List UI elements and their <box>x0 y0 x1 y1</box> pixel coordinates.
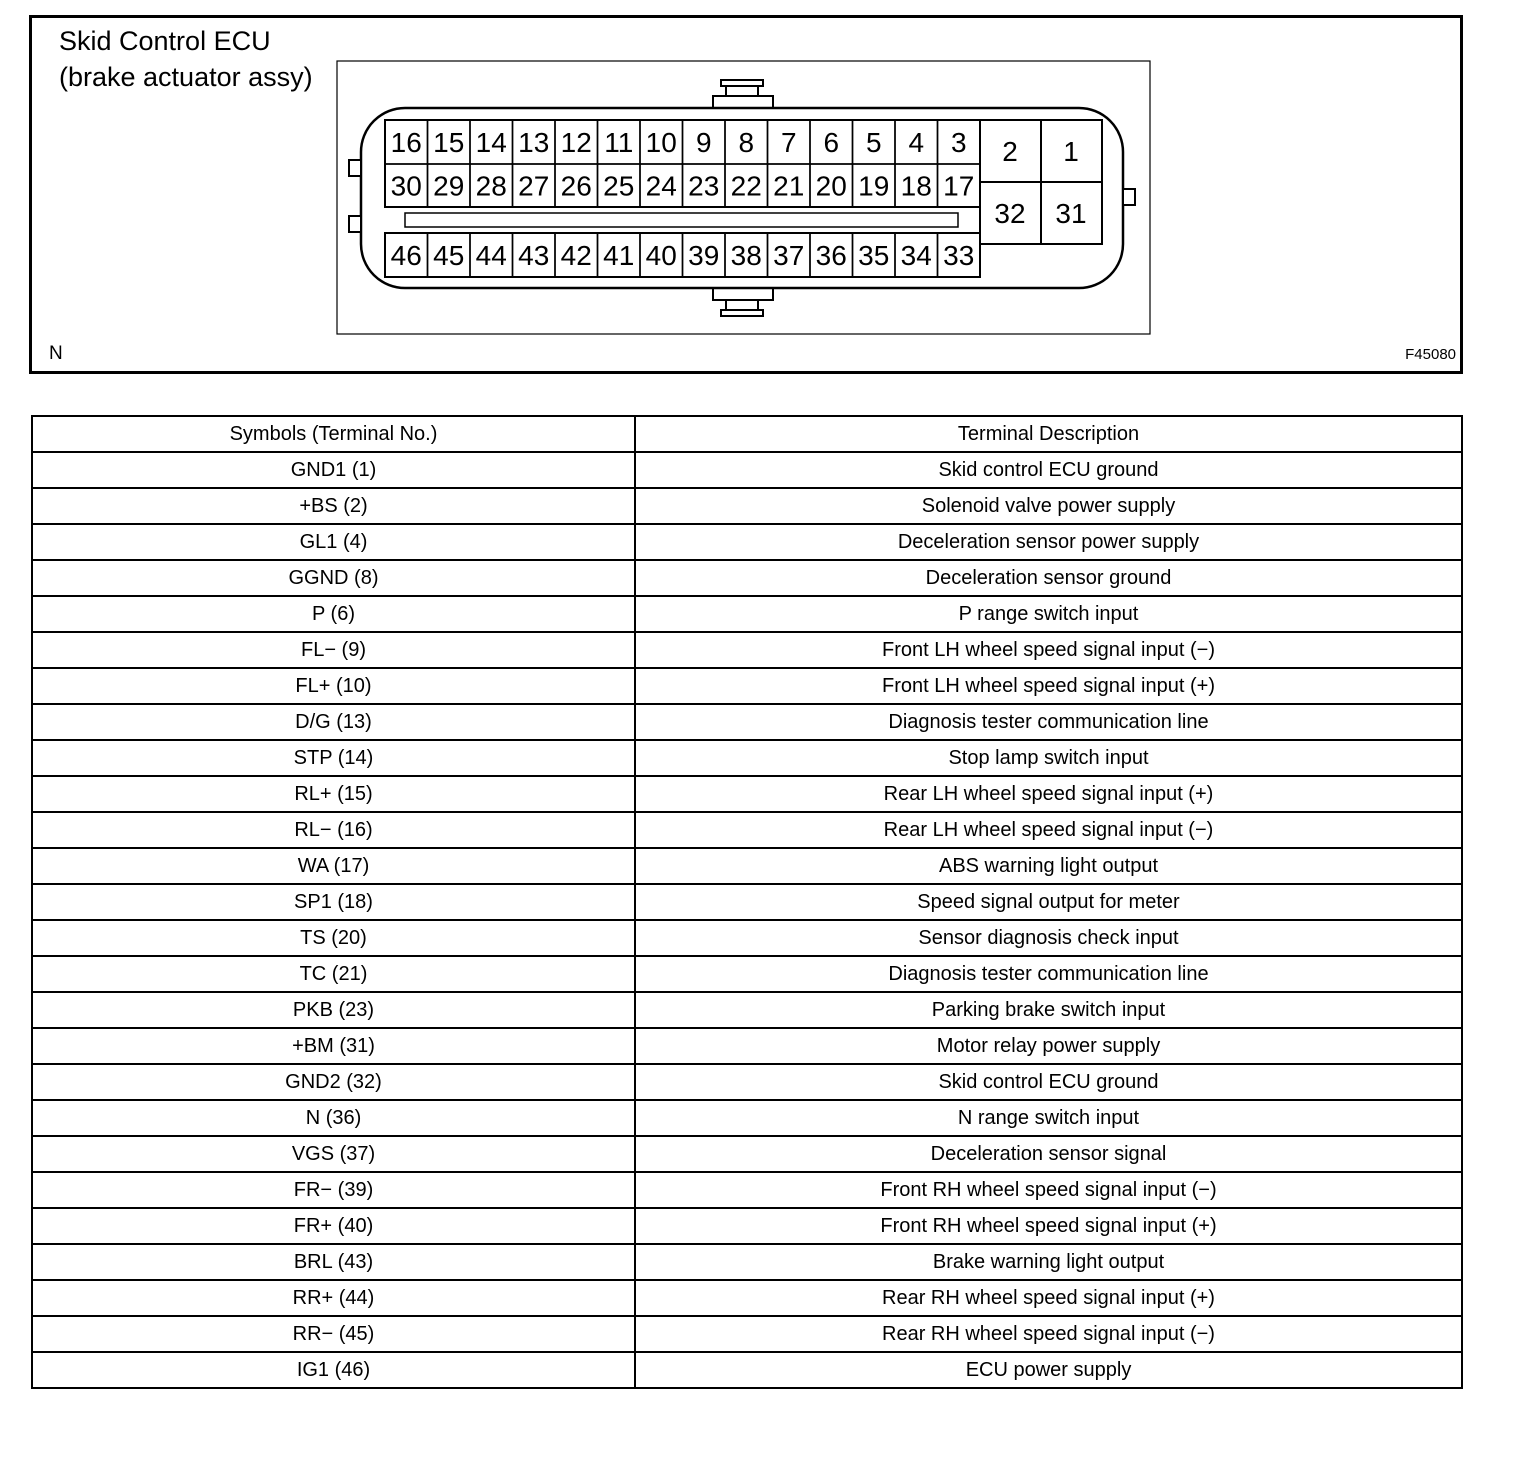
terminal-description: Front RH wheel speed signal input (+) <box>635 1208 1462 1244</box>
table-header-row <box>32 416 1462 452</box>
pin-number: 42 <box>560 240 592 271</box>
terminal-symbol: +BM (31) <box>32 1028 635 1064</box>
table-row <box>32 1136 1462 1172</box>
table-row <box>32 1208 1462 1244</box>
terminal-description: Front LH wheel speed signal input (−) <box>635 632 1462 668</box>
terminal-symbol: STP (14) <box>32 740 635 776</box>
terminal-description: Front LH wheel speed signal input (+) <box>635 668 1462 704</box>
terminal-symbol: GL1 (4) <box>32 524 635 560</box>
terminal-symbol: TS (20) <box>32 920 635 956</box>
terminal-symbol: +BS (2) <box>32 488 635 524</box>
pin-number: 9 <box>695 127 712 158</box>
pin-number: 24 <box>645 170 677 202</box>
terminal-symbol: N (36) <box>32 1100 635 1136</box>
terminal-symbol: FR+ (40) <box>32 1208 635 1244</box>
table-row <box>32 1064 1462 1100</box>
pin-number: 15 <box>433 127 465 158</box>
table-row <box>32 632 1462 668</box>
pin-number: 6 <box>823 127 840 158</box>
table-row <box>32 848 1462 884</box>
table-row <box>32 452 1462 488</box>
terminal-symbol: RL+ (15) <box>32 776 635 812</box>
header-description: Terminal Description <box>635 416 1462 452</box>
terminal-symbol: IG1 (46) <box>32 1352 635 1388</box>
pin-number: 36 <box>815 240 847 271</box>
terminal-description: Rear LH wheel speed signal input (−) <box>635 812 1462 848</box>
pin-number: 35 <box>858 240 890 271</box>
pin-number: 21 <box>773 170 805 202</box>
table-row <box>32 884 1462 920</box>
terminal-symbol: GGND (8) <box>32 560 635 596</box>
table-row <box>32 812 1462 848</box>
table-row <box>32 704 1462 740</box>
table-row <box>32 1172 1462 1208</box>
terminal-symbol: WA (17) <box>32 848 635 884</box>
terminal-description: Stop lamp switch input <box>635 740 1462 776</box>
terminal-description: Rear LH wheel speed signal input (+) <box>635 776 1462 812</box>
pin-number: 25 <box>603 170 635 202</box>
terminal-symbol: P (6) <box>32 596 635 632</box>
pin-number: 23 <box>688 170 720 202</box>
big-pin-number: 32 <box>994 198 1026 229</box>
pin-number: 13 <box>518 127 550 158</box>
terminal-symbol: RL− (16) <box>32 812 635 848</box>
terminal-description: Solenoid valve power supply <box>635 488 1462 524</box>
pin-number: 27 <box>518 170 550 202</box>
pin-number: 26 <box>560 170 592 202</box>
table-row <box>32 524 1462 560</box>
pin-number: 20 <box>815 170 847 202</box>
pin-number: 7 <box>780 127 797 158</box>
terminal-description: Diagnosis tester communication line <box>635 956 1462 992</box>
terminal-symbol: TC (21) <box>32 956 635 992</box>
diagram-title-line2: (brake actuator assy) <box>59 62 313 92</box>
pin-number: 3 <box>950 127 967 158</box>
connector-drawing <box>32 18 1460 371</box>
pin-number: 41 <box>603 240 635 271</box>
big-pin-number: 2 <box>1002 136 1018 167</box>
table-row <box>32 1244 1462 1280</box>
left-tab-upper <box>349 160 361 176</box>
pin-number: 18 <box>900 170 932 202</box>
terminal-symbol: D/G (13) <box>32 704 635 740</box>
table-row <box>32 1028 1462 1064</box>
pin-number: 40 <box>645 240 677 271</box>
pin-number: 30 <box>390 170 422 202</box>
pin-number: 5 <box>865 127 882 158</box>
table-row <box>32 560 1462 596</box>
pin-number: 4 <box>908 127 925 158</box>
right-tab <box>1123 189 1135 205</box>
terminal-symbol: SP1 (18) <box>32 884 635 920</box>
pin-number: 37 <box>773 240 805 271</box>
pin-number: 11 <box>604 127 634 158</box>
terminal-symbol: BRL (43) <box>32 1244 635 1280</box>
left-tab-lower <box>349 216 361 232</box>
pin-number: 33 <box>943 240 975 271</box>
terminal-description: ECU power supply <box>635 1352 1462 1388</box>
table-row <box>32 596 1462 632</box>
table-row <box>32 992 1462 1028</box>
pin-number: 43 <box>518 240 550 271</box>
terminal-symbol: RR+ (44) <box>32 1280 635 1316</box>
table-row <box>32 488 1462 524</box>
terminal-symbol: RR− (45) <box>32 1316 635 1352</box>
slot-bar <box>405 213 958 227</box>
terminal-description: Diagnosis tester communication line <box>635 704 1462 740</box>
terminal-description: Parking brake switch input <box>635 992 1462 1028</box>
terminal-description: Deceleration sensor power supply <box>635 524 1462 560</box>
terminal-description: ABS warning light output <box>635 848 1462 884</box>
pin-number: 28 <box>475 170 507 202</box>
terminal-description: Skid control ECU ground <box>635 1064 1462 1100</box>
corner-label: N <box>49 343 63 364</box>
terminal-table <box>31 415 1463 1389</box>
table-row <box>32 740 1462 776</box>
terminal-description: Speed signal output for meter <box>635 884 1462 920</box>
pin-number: 38 <box>730 240 762 271</box>
terminal-symbol: PKB (23) <box>32 992 635 1028</box>
bottom-latch <box>713 288 773 316</box>
pin-number: 39 <box>688 240 720 271</box>
terminal-description: Front RH wheel speed signal input (−) <box>635 1172 1462 1208</box>
big-pin-number: 1 <box>1063 136 1079 167</box>
pin-number: 46 <box>390 240 422 271</box>
pin-number: 29 <box>433 170 465 202</box>
table-row <box>32 1100 1462 1136</box>
terminal-symbol: FL+ (10) <box>32 668 635 704</box>
pin-number: 16 <box>390 127 422 158</box>
diagram-title-line1: Skid Control ECU <box>59 26 271 56</box>
terminal-symbol: GND1 (1) <box>32 452 635 488</box>
terminal-description: Motor relay power supply <box>635 1028 1462 1064</box>
pin-number: 10 <box>645 127 677 158</box>
pin-number: 12 <box>560 127 592 158</box>
terminal-description: Brake warning light output <box>635 1244 1462 1280</box>
table-row <box>32 956 1462 992</box>
pin-number: 44 <box>475 240 507 271</box>
pin-number: 34 <box>900 240 932 271</box>
pin-number: 45 <box>433 240 465 271</box>
table-row <box>32 776 1462 812</box>
table-row <box>32 1280 1462 1316</box>
pin-number: 14 <box>475 127 507 158</box>
terminal-description: Deceleration sensor ground <box>635 560 1462 596</box>
pin-number: 22 <box>730 170 762 202</box>
terminal-description: P range switch input <box>635 596 1462 632</box>
terminal-description: Skid control ECU ground <box>635 452 1462 488</box>
table-row <box>32 1352 1462 1388</box>
top-latch <box>713 80 773 108</box>
terminal-symbol: VGS (37) <box>32 1136 635 1172</box>
terminal-symbol: FR− (39) <box>32 1172 635 1208</box>
terminal-description: Deceleration sensor signal <box>635 1136 1462 1172</box>
terminal-description: Rear RH wheel speed signal input (−) <box>635 1316 1462 1352</box>
terminal-description: Sensor diagnosis check input <box>635 920 1462 956</box>
terminal-symbol: FL− (9) <box>32 632 635 668</box>
header-symbol: Symbols (Terminal No.) <box>32 416 635 452</box>
table-row <box>32 920 1462 956</box>
terminal-description: N range switch input <box>635 1100 1462 1136</box>
terminal-symbol: GND2 (32) <box>32 1064 635 1100</box>
pin-number: 17 <box>943 170 975 202</box>
table-row <box>32 1316 1462 1352</box>
pin-number: 19 <box>858 170 890 202</box>
pin-number: 8 <box>738 127 755 158</box>
figure-code: F45080 <box>1405 346 1456 363</box>
big-pin-number: 31 <box>1055 198 1087 229</box>
terminal-description: Rear RH wheel speed signal input (+) <box>635 1280 1462 1316</box>
table-row <box>32 668 1462 704</box>
connector-diagram-panel <box>29 15 1463 374</box>
